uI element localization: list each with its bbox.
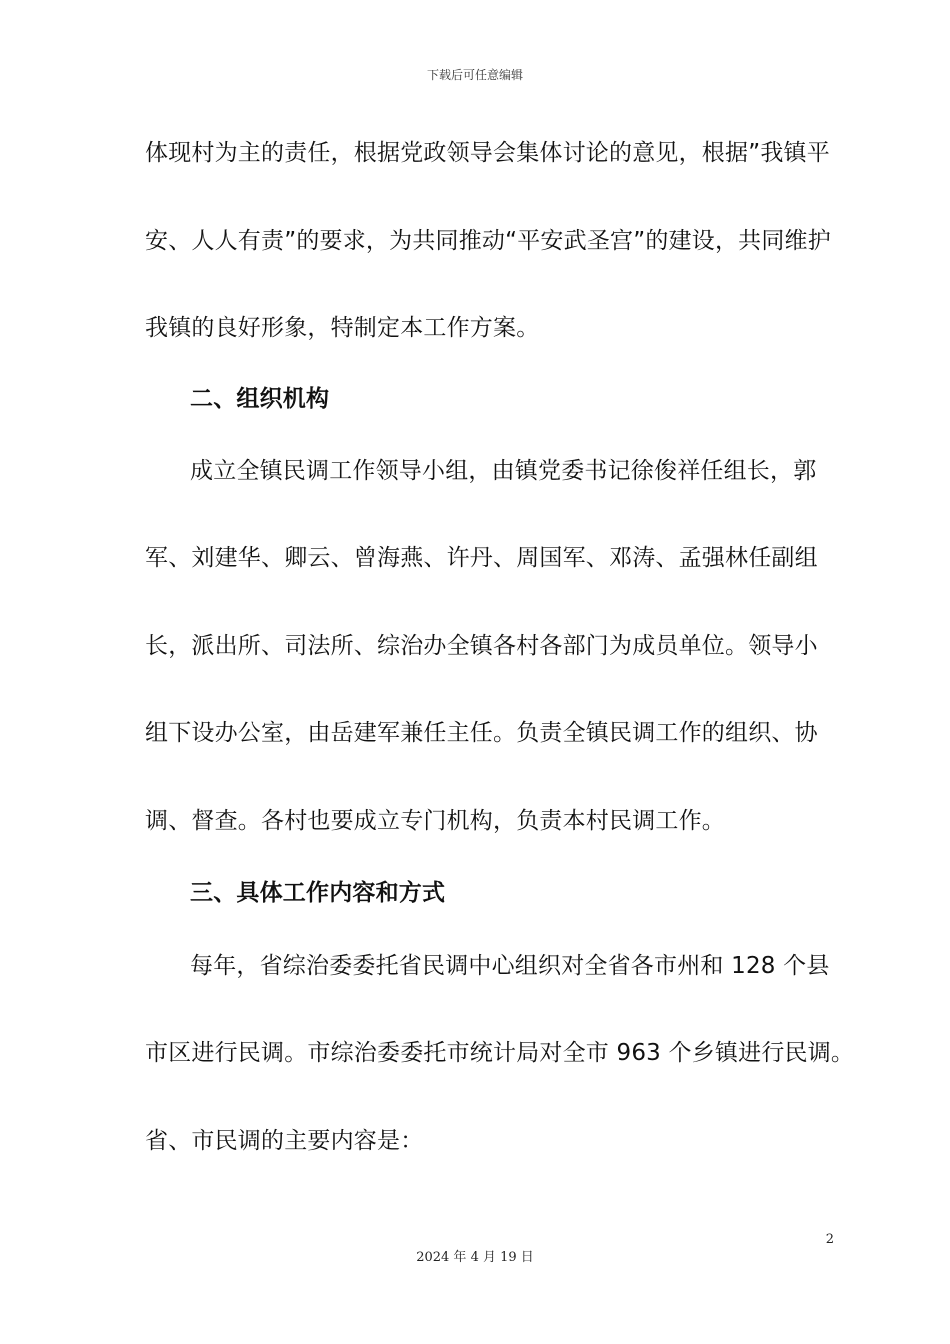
body-text-line: 省、市民调的主要内容是： xyxy=(145,1128,424,1154)
body-text-line: 调、督查。各村也要成立专门机构，负责本村民调工作。 xyxy=(145,808,725,834)
footer-date: 2024 年 4 月 19 日 xyxy=(416,1250,534,1265)
body-text-line: 长，派出所、司法所、综治办全镇各村各部门为成员单位。领导小 xyxy=(145,633,818,659)
body-text-line: 组下设办公室，由岳建军兼任主任。负责全镇民调工作的组织、协 xyxy=(145,720,818,746)
section-heading-organization: 二、组织机构 xyxy=(190,386,330,412)
body-text-line: 成立全镇民调工作领导小组，由镇党委书记徐俊祥任组长，郭 xyxy=(190,458,817,484)
body-text-line: 每年，省综治委委托省民调中心组织对全省各市州和 128 个县 xyxy=(190,953,830,979)
section-heading-work-content: 三、具体工作内容和方式 xyxy=(190,880,446,906)
body-text-line: 市区进行民调。市综治委委托市统计局对全市 963 个乡镇进行民调。 xyxy=(145,1040,855,1066)
page-number: 2 xyxy=(825,1232,834,1247)
body-text-line: 安、人人有责”的要求，为共同推动“平安武圣宫”的建设，共同维护 xyxy=(145,228,831,254)
body-text-line: 我镇的良好形象，特制定本工作方案。 xyxy=(145,315,540,341)
page-header: 下载后可任意编辑 xyxy=(426,68,523,82)
body-text-line: 体现村为主的责任，根据党政领导会集体讨论的意见，根据”我镇平 xyxy=(145,140,830,166)
body-text-line: 军、刘建华、卿云、曾海燕、许丹、周国军、邓涛、孟强林任副组 xyxy=(145,545,818,571)
